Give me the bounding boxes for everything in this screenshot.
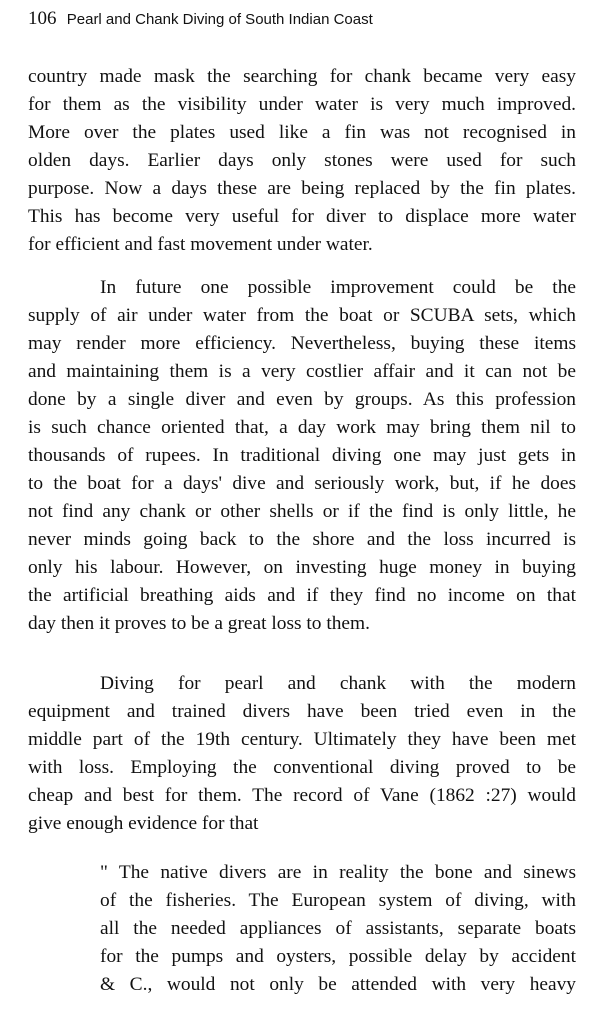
text-line: give enough evidence for that <box>28 813 259 834</box>
text-line: with loss. Employing the conventional diving proved to be <box>28 757 576 778</box>
text-line: the artificial breathing aids and if they find no income on that <box>28 585 576 606</box>
text-line: done by a single diver and even by groups. As this profession <box>28 389 576 410</box>
text-line: for the pumps and oysters, possible delay by accident <box>100 946 576 967</box>
text-line: to the boat for a days' dive and seriously work, but, if he does <box>28 473 576 494</box>
text-line: may render more efficiency. Nevertheless, buying these items <box>28 333 576 354</box>
text-line: middle part of the 19th century. Ultimately they have been met <box>28 729 576 750</box>
page-number: 106 <box>28 8 57 29</box>
text-line: thousands of rupees. In traditional diving one may just gets in <box>28 445 576 466</box>
text-line: equipment and trained divers have been tried even in the <box>28 701 576 722</box>
text-line: and maintaining them is a very costlier affair and it can not be <box>28 361 576 382</box>
text-line: cheap and best for them. The record of Vane (1862 :27) would <box>28 785 576 806</box>
text-line: country made mask the searching for chank became very easy <box>28 66 576 87</box>
text-line: is such chance oriented that, a day work may bring them nil to <box>28 417 576 438</box>
text-line: all the needed appliances of assistants, separate boats <box>100 918 576 939</box>
text-line: More over the plates used like a fin was not recognised in <box>28 122 576 143</box>
text-line: olden days. Earlier days only stones were used for such <box>28 150 576 171</box>
text-line: of the fisheries. The European system of diving, with <box>100 890 576 911</box>
text-line: In future one possible improvement could be the <box>100 277 576 298</box>
text-line: only his labour. However, on investing huge money in buying <box>28 557 576 578</box>
text-line: never minds going back to the shore and the loss incurred is <box>28 529 576 550</box>
text-line: Diving for pearl and chank with the modern <box>100 673 576 694</box>
text-line: for them as the visibility under water is very much improved. <box>28 94 576 115</box>
running-title: Pearl and Chank Diving of South Indian Coast <box>66 11 373 28</box>
text-line: supply of air under water from the boat or SCUBA sets, which <box>28 305 576 326</box>
text-line: & C., would not only be attended with very heavy <box>100 974 576 995</box>
text-line: day then it proves to be a great loss to them. <box>28 613 370 634</box>
text-line: for efficient and fast movement under water. <box>28 234 373 255</box>
running-header <box>28 8 373 31</box>
text-line: purpose. Now a days these are being replaced by the fin plates. <box>28 178 576 199</box>
text-line: This has become very useful for diver to displace more water <box>28 206 576 227</box>
text-line: not find any chank or other shells or if the find is only little, he <box>28 501 576 522</box>
text-line: " The native divers are in reality the bone and sinews <box>100 862 576 883</box>
